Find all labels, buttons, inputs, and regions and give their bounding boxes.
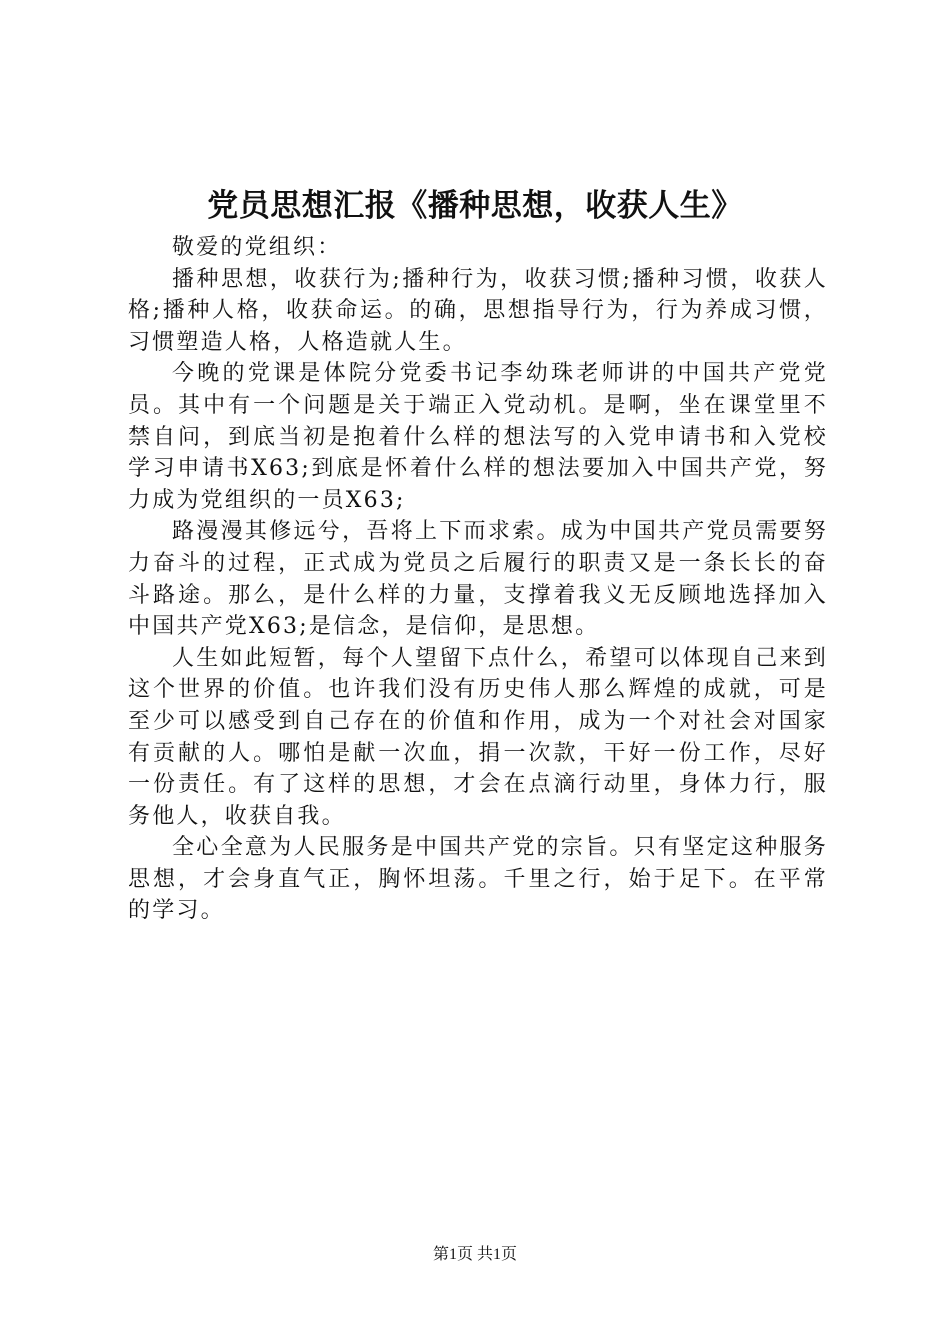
paragraph-4: 人生如此短暂，每个人望留下点什么，希望可以体现自己来到这个世界的价值。也许我们没有历史伟人那么辉煌的成就，可是至少可以感受到自己存在的价值和作用，成为一个对社会对国家有贡献的人。哪怕是献一次血，捐一次款，干好一份工作，尽好一份责任。有了这样的思想，才会在点滴行动里，身体力行，服务他人，收获自我。 xyxy=(128,645,828,829)
paragraph-5: 全心全意为人民服务是中国共产党的宗旨。只有坚定这种服务思想，才会身直气正，胸怀坦荡。千里之行，始于足下。在平常的学习。 xyxy=(128,835,828,924)
paragraph-1: 播种思想，收获行为;播种行为，收获习惯;播种习惯，收获人格;播种人格，收获命运。的确，思想指导行为，行为养成习惯，习惯塑造人格，人格造就人生。 xyxy=(128,266,828,355)
document-title: 党员思想汇报《播种思想，收获人生》 xyxy=(207,188,743,224)
salutation: 敬爱的党组织： xyxy=(172,235,342,260)
paragraph-2: 今晚的党课是体院分党委书记李幼珠老师讲的中国共产党党员。其中有一个问题是关于端正入党动机。是啊，坐在课堂里不禁自问，到底当初是抱着什么样的想法写的入党申请书和入党校学习申请书X63;到底是怀着什么样的想法要加入中国共产党，努力成为党组织的一员X63; xyxy=(128,361,828,513)
document-body xyxy=(128,232,828,927)
page-footer: 第1页 共1页 xyxy=(432,1246,517,1263)
paragraph-3: 路漫漫其修远兮，吾将上下而求索。成为中国共产党员需要努力奋斗的过程，正式成为党员之后履行的职责又是一条长长的奋斗路途。那么，是什么样的力量，支撑着我义无反顾地选择加入中国共产党X63;是信念，是信仰，是思想。 xyxy=(128,519,828,640)
